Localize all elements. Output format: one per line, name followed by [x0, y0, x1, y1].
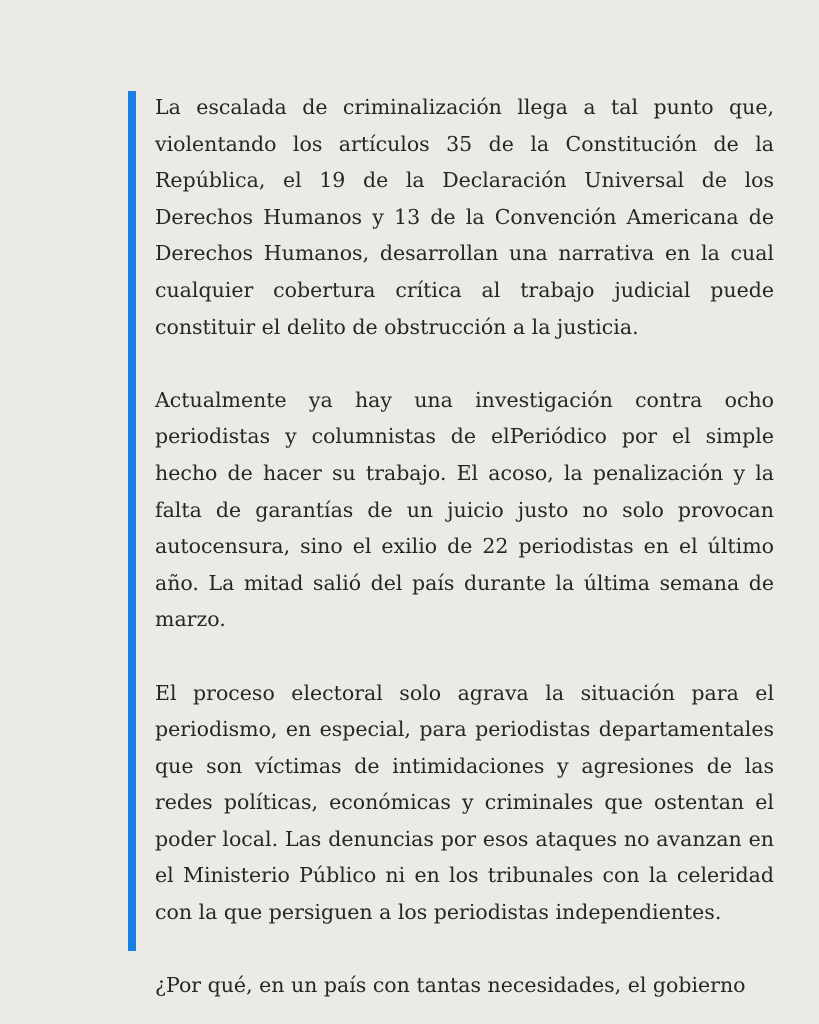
- paragraph-text: El proceso electoral solo agrava la situación para el periodismo, en especial, para periodistas departamentales que son víctimas de intimidaciones y agresiones de las redes políticas, económicas y criminales que ostentan el poder local. Las denuncias por esos ataques no avanzan en el Ministerio Público ni en los tribunales con la celeridad con la que persiguen a los periodistas independientes.: [155, 680, 774, 925]
- paragraph-text: Actualmente ya hay una investigación contra ocho periodistas y columnistas de elPeriódico por el simple hecho de hacer su trabajo. El acoso, la penalización y la falta de garantías de un juicio justo no solo provocan autocensura, sino el exilio de 22 periodistas en el último año. La mitad salió del país durante la última semana de marzo.: [155, 387, 774, 632]
- paragraph-text: ¿Por qué, en un país con tantas necesidades, el gobierno: [155, 973, 746, 998]
- paragraph-investigacion: [155, 382, 774, 638]
- quote-accent-bar: [128, 91, 136, 951]
- paragraph-text: La escalada de criminalización llega a tal punto que, violentando los artículos 35 de la Constitución de la República, el 19 de la Declaración Universal de los Derechos Humanos y 13 de la Convención Americana de Derechos Humanos, desarrollan una narrativa en la cual cualquier cobertura crítica al trabajo judicial puede constituir el delito de obstrucción a la justicia.: [155, 95, 774, 339]
- paragraph-criminalizacion: [155, 89, 774, 345]
- article-body: [155, 89, 774, 1024]
- paragraph-pregunta: [155, 967, 774, 1004]
- paragraph-proceso-electoral: [155, 675, 774, 931]
